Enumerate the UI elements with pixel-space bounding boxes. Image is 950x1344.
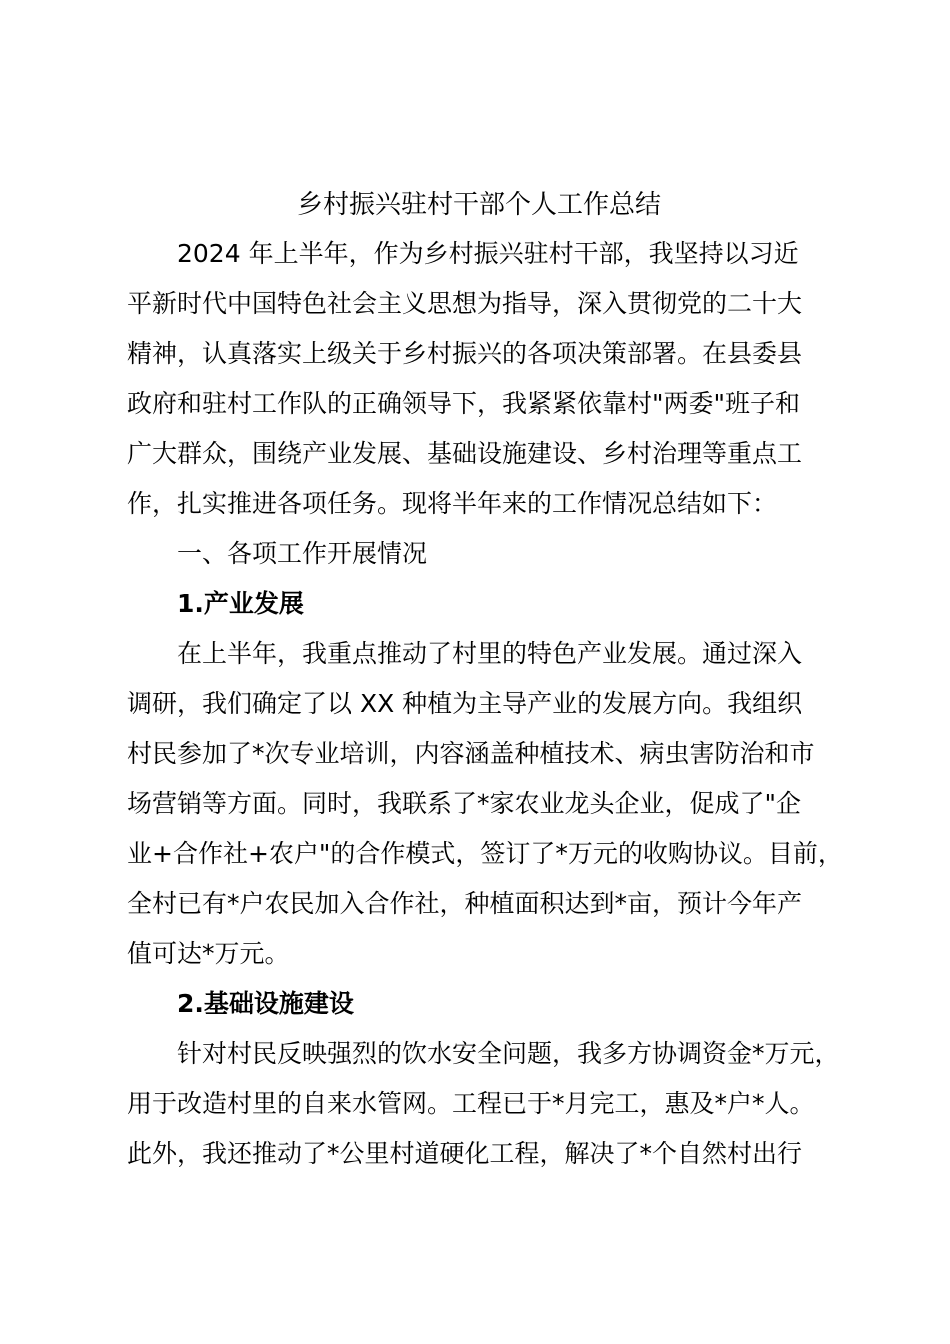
- paragraph-line: 政府和驻村工作队的正确领导下，我紧紧依靠村"两委"班子和: [127, 389, 801, 418]
- subsection-heading: 1.产业发展: [177, 589, 304, 618]
- paragraph-line: 在上半年，我重点推动了村里的特色产业发展。通过深入: [177, 639, 803, 668]
- paragraph-line: 调研，我们确定了以 XX 种植为主导产业的发展方向。我组织: [127, 689, 803, 718]
- paragraph-line: 2024 年上半年，作为乡村振兴驻村干部，我坚持以习近: [177, 239, 799, 268]
- paragraph-line: 场营销等方面。同时，我联系了*家农业龙头企业，促成了"企: [127, 789, 802, 818]
- paragraph-line: 全村已有*户农民加入合作社，种植面积达到*亩，预计今年产: [127, 889, 803, 918]
- paragraph-line: 此外，我还推动了*公里村道硬化工程，解决了*个自然村出行: [127, 1139, 803, 1168]
- paragraph-line: 村民参加了*次专业培训，内容涵盖种植技术、病虫害防治和市: [127, 739, 815, 768]
- paragraph-line: 广大群众，围绕产业发展、基础设施建设、乡村治理等重点工: [127, 439, 803, 468]
- paragraph-line: 平新时代中国特色社会主义思想为指导，深入贯彻党的二十大: [127, 289, 803, 318]
- paragraph-line: 精神，认真落实上级关于乡村振兴的各项决策部署。在县委县: [127, 339, 803, 368]
- section-heading: 一、各项工作开展情况: [177, 539, 428, 568]
- paragraph-line: 业+合作社+农户"的合作模式，签订了*万元的收购协议。目前，: [127, 839, 843, 868]
- paragraph-line: 针对村民反映强烈的饮水安全问题，我多方协调资金*万元，: [177, 1039, 840, 1068]
- subsection-heading: 2.基础设施建设: [177, 989, 354, 1018]
- document-title: 乡村振兴驻村干部个人工作总结: [296, 190, 661, 220]
- paragraph-line: 值可达*万元。: [127, 939, 290, 968]
- paragraph-line: 作，扎实推进各项任务。现将半年来的工作情况总结如下：: [127, 489, 778, 518]
- paragraph-line: 用于改造村里的自来水管网。工程已于*月完工，惠及*户*人。: [127, 1089, 815, 1118]
